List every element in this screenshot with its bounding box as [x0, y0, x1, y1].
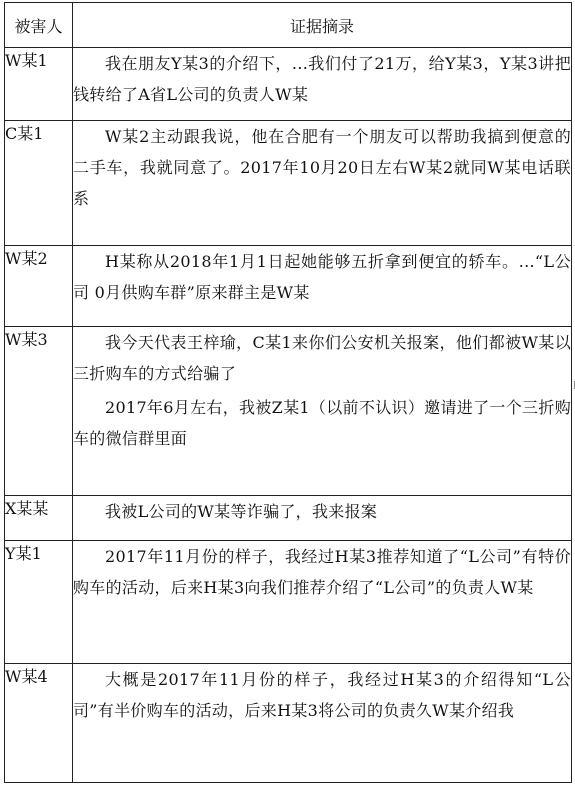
excerpt-paragraph: 2017年6月左右，我被Z某1（以前不认识）邀请进了一个三折购车的微信群里面	[73, 398, 571, 448]
excerpt-paragraph: 大概是2017年11月份的样子，我经过H某3的介绍得知“L公司”有半价购车的活动，后来H某3将公司的负责久W某介绍我	[73, 670, 571, 720]
excerpt-cell	[73, 121, 572, 246]
table-row	[5, 121, 572, 246]
victim-cell: X某某	[5, 496, 73, 541]
header-evidence-excerpt: 证据摘录	[73, 3, 572, 48]
excerpt-cell	[73, 327, 572, 496]
evidence-table	[4, 2, 572, 783]
header-victim: 被害人	[5, 3, 73, 48]
table-row	[5, 541, 572, 664]
excerpt-cell	[73, 664, 572, 783]
table-row	[5, 664, 572, 783]
excerpt-paragraph: 2017年11月份的样子，我经过H某3推荐知道了“L公司”有特价购车的活动，后来H某3向我们推荐介绍了“L公司”的负责人W某	[73, 547, 571, 597]
victim-cell: W某3	[5, 327, 73, 496]
victim-cell: W某4	[5, 664, 73, 783]
excerpt-paragraph: 我在朋友Y某3的介绍下，...我们付了21万，给Y某3，Y某3讲把钱转给了A省L公司的负责人W某	[73, 54, 571, 104]
excerpt-paragraph: 我被L公司的W某等诈骗了，我来报案	[105, 502, 378, 521]
victim-cell: W某2	[5, 246, 73, 327]
table-header-row	[5, 3, 572, 48]
excerpt-paragraph: H某称从2018年1月1日起她能够五折拿到便宜的轿车。...“L公司 0月供购车群”原来群主是W某	[73, 252, 571, 302]
table-row	[5, 496, 572, 541]
victim-cell: W某1	[5, 48, 73, 121]
excerpt-cell	[73, 496, 572, 541]
excerpt-paragraph: W某2主动跟我说，他在合肥有一个朋友可以帮助我搞到便意的二手车，我就同意了。2017年10月20日左右W某2就同W某电话联系	[73, 127, 571, 208]
excerpt-cell	[73, 246, 572, 327]
victim-cell: Y某1	[5, 541, 73, 664]
excerpt-cell	[73, 541, 572, 664]
victim-cell: C某1	[5, 121, 73, 246]
table-row	[5, 246, 572, 327]
excerpt-paragraph: 我今天代表王梓瑜，C某1来你们公安机关报案，他们都被W某以三折购车的方式给骗了	[73, 333, 571, 383]
excerpt-cell	[73, 48, 572, 121]
table-row	[5, 327, 572, 496]
table-row	[5, 48, 572, 121]
